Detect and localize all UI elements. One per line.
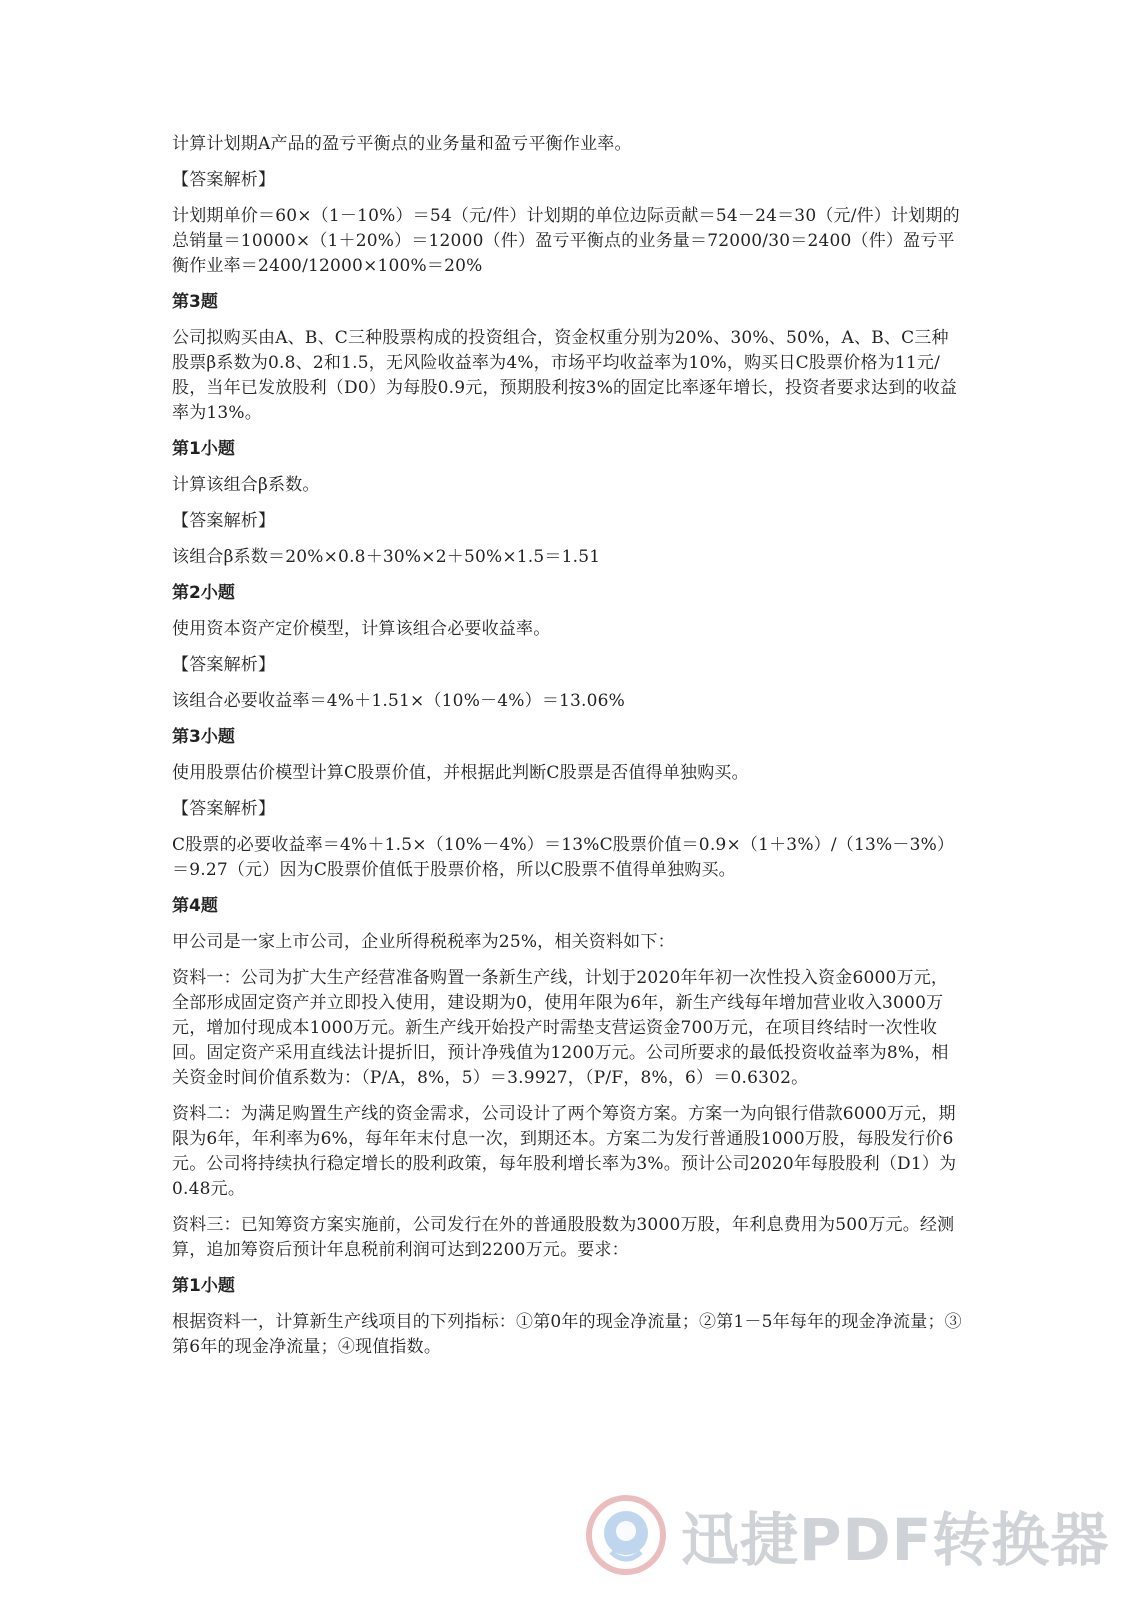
question-text: 甲公司是一家上市公司，企业所得税税率为25%，相关资料如下：	[172, 932, 675, 952]
answer-label: 【答案解析】	[172, 655, 276, 675]
question-text: 公司拟购买由A、B、C三种股票构成的投资组合，资金权重分别为20%、30%、50%，A、B、C三种股票β系数为0.8、2和1.5，无风险收益率为4%，市场平均收益率为10%，购买日C股票价格为11元/股，当年已发放股利（D0）为每股0.9元，预期股利按3%的固定比率逐年增长，投资者要求达到的收益率为13%。	[172, 328, 958, 423]
question-heading: 第4题	[172, 896, 218, 916]
material-one: 资料一：公司为扩大生产经营准备购置一条新生产线，计划于2020年年初一次性投入资金6000万元，全部形成固定资产并立即投入使用，建设期为0，使用年限为6年，新生产线每年增加营业收入3000万元，增加付现成本1000万元。新生产线开始投产时需垫支营运资金700万元，在项目终结时一次性收回。固定资产采用直线法计提折旧，预计净残值为1200万元。公司所要求的最低投资收益率为8%，相关资金时间价值系数为：（P/A，8%，5）＝3.9927，（P/F，8%，6）＝0.6302。	[172, 968, 949, 1088]
subquestion-text: 计算该组合β系数。	[172, 475, 320, 495]
material-three: 资料三：已知筹资方案实施前，公司发行在外的普通股股数为3000万股，年利息费用为500万元。经测算，追加筹资后预计年息税前利润可达到2200万元。要求：	[172, 1215, 955, 1260]
watermark-text: 迅捷PDF转换器	[681, 1506, 1110, 1574]
answer-label: 【答案解析】	[172, 170, 276, 190]
document-body	[172, 132, 962, 1371]
material-two: 资料二：为满足购置生产线的资金需求，公司设计了两个筹资方案。方案一为向银行借款6000万元，期限为6年，年利率为6%，每年年末付息一次，到期还本。方案二为发行普通股1000万股，每股发行价6元。公司将持续执行稳定增长的股利政策，每年股利增长率为3%。预计公司2020年每股股利（D1）为0.48元。	[172, 1104, 957, 1199]
watermark	[585, 1490, 1110, 1580]
answer-text: 计划期单价＝60×（1－10%）＝54（元/件）计划期的单位边际贡献＝54－24＝30（元/件）计划期的总销量＝10000×（1＋20%）＝12000（件）盈亏平衡点的业务量＝72000/30＝2400（件）盈亏平衡作业率＝2400/12000×100%＝20%	[172, 206, 960, 276]
answer-text: 该组合必要收益率＝4%＋1.51×（10%－4%）＝13.06%	[172, 691, 626, 711]
subquestion-heading: 第2小题	[172, 583, 235, 603]
subquestion-heading: 第1小题	[172, 439, 235, 459]
answer-text: C股票的必要收益率＝4%＋1.5×（10%－4%）＝13%C股票价值＝0.9×（1＋3%）/（13%－3%）＝9.27（元）因为C股票价值低于股票价格，所以C股票不值得单独购买。	[172, 835, 955, 880]
question-heading: 第3题	[172, 292, 218, 312]
answer-label: 【答案解析】	[172, 511, 276, 531]
subquestion-text: 使用股票估价模型计算C股票价值，并根据此判断C股票是否值得单独购买。	[172, 763, 749, 783]
answer-label: 【答案解析】	[172, 799, 276, 819]
subquestion-text: 使用资本资产定价模型，计算该组合必要收益率。	[172, 619, 551, 639]
pdf-converter-logo-icon	[585, 1494, 667, 1576]
subquestion-heading: 第3小题	[172, 727, 235, 747]
paragraph: 计算计划期A产品的盈亏平衡点的业务量和盈亏平衡作业率。	[172, 134, 632, 154]
subquestion-text: 根据资料一，计算新生产线项目的下列指标：①第0年的现金净流量；②第1－5年每年的现金净流量；③第6年的现金净流量；④现值指数。	[172, 1312, 962, 1357]
answer-text: 该组合β系数＝20%×0.8＋30%×2＋50%×1.5＝1.51	[172, 547, 601, 567]
subquestion-heading: 第1小题	[172, 1276, 235, 1296]
